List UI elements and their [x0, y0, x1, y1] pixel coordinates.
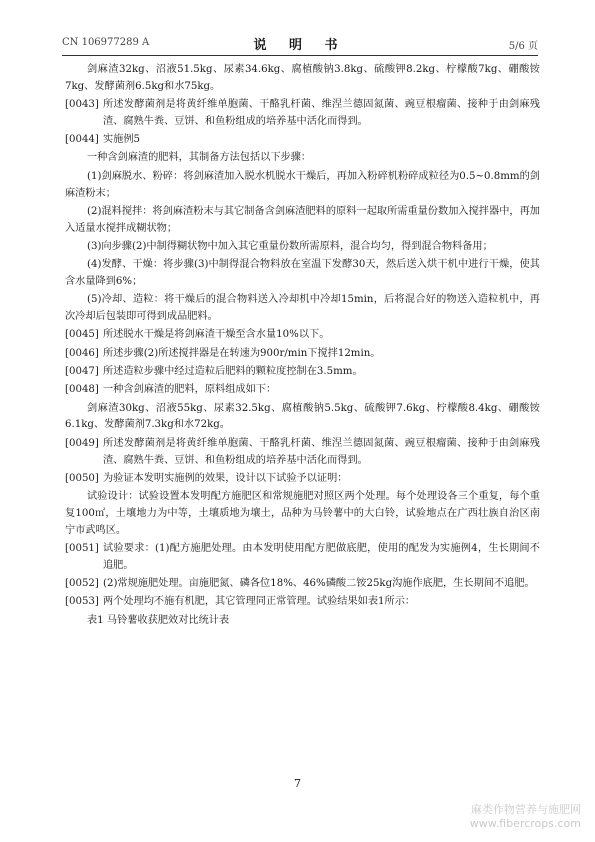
- numbered-paragraph: [65, 541, 540, 575]
- paragraph-text: 试验要求：(1)配方施肥处理。由本发明使用配方肥做底肥，使用的配发为实施例4，生长期间不追肥。: [103, 543, 540, 571]
- numbered-paragraph: [65, 436, 540, 470]
- paragraph-text: 所述脱水干燥是将剑麻渣干燥至含水量10%以下。: [103, 329, 330, 341]
- paragraph-number: [0046]: [65, 347, 99, 359]
- page-header: [62, 34, 538, 52]
- paragraph: 试验设计：试验设置本发明配方施肥区和常规施肥对照区两个处理。每个处理设各三个重复，每个重复100㎡，土壤地力为中等，土壤质地为壤土，品种为马铃薯中的大白铃，试验地点在广西壮族自治区南宁市武鸣区。: [65, 491, 540, 536]
- watermark-site-name: 麻类作物营养与施肥网: [471, 803, 581, 816]
- watermark-url: www.fibercrops.com: [469, 817, 581, 830]
- paragraph-number: [0044]: [65, 134, 99, 146]
- paragraph: (5)冷却、造粒：将干燥后的混合物料送入冷却机中冷却15min，后将混合好的物送入造粒机中，再次冷却后包装即可得到成品肥料。: [65, 294, 540, 323]
- paragraph-text: 一种含剑麻渣的肥料，原料组成如下：: [103, 384, 277, 396]
- paragraph-number: [0048]: [65, 384, 99, 396]
- paragraph-text: 两个处理均不施有机肥，其它管理同正常管理。试验结果如表1所示：: [103, 596, 416, 608]
- paragraph-text: (2)常规施肥处理。亩施肥氮、磷各位18%、46%磷酸二铵25kg沟施作底肥，生长期间不追肥。: [103, 578, 535, 590]
- patent-number: CN 106977289 A: [62, 37, 150, 48]
- paragraph: (3)向步骤(2)中制得糊状物中加入其它重量份数所需原料，混合均匀，得到混合物料备用；: [87, 240, 493, 252]
- header-rule: [62, 55, 538, 56]
- numbered-paragraph: [65, 382, 540, 399]
- paragraph: (4)发酵、干燥：将步骤(3)中制得混合物料放在室温下发酵30天，然后送入烘干机中进行干燥，使其含水量降到6%；: [65, 259, 540, 288]
- paragraph-number: [0050]: [65, 472, 99, 484]
- paragraph-text: 所述发酵菌剂是将黄纤维单胞菌、干酪乳杆菌、维涅兰德固氮菌、豌豆根瘤菌、接种于由剑麻残渣、腐熟牛粪、豆饼、和鱼粉组成的培养基中活化而得到。: [103, 99, 540, 127]
- paragraph-number: [0053]: [65, 596, 99, 608]
- numbered-paragraph: [65, 346, 540, 363]
- numbered-paragraph: [65, 132, 540, 149]
- paragraph-text: 实施例5: [103, 134, 141, 146]
- paragraph-text: 所述发酵菌剂是将黄纤维单胞菌、干酪乳杆菌、维涅兰德固氮菌、豌豆根瘤菌、接种于由剑麻残渣、腐熟牛粪、豆饼、和鱼粉组成的培养基中活化而得到。: [103, 437, 540, 466]
- watermark: [470, 803, 581, 831]
- paragraph: (1)剑麻脱水、粉碎：将剑麻渣加入脱水机脱水干燥后，再加入粉碎机粉碎成粒径为0.5~0.8mm的剑麻渣粉末；: [65, 170, 540, 199]
- paragraph: 表1 马铃薯收获肥效对比统计表: [87, 614, 230, 626]
- paragraph-text: 为验证本发明实施例的效果，设计以下试验予以证明：: [103, 472, 348, 484]
- numbered-paragraph: [65, 327, 540, 344]
- paragraph-number: [0049]: [65, 437, 99, 449]
- paragraph: (2)混料搅拌：将剑麻渣粉末与其它制备含剑麻渣肥料的原料一起取所需重量份数加入搅拌器中，再加入适量水搅拌成糊状物；: [65, 205, 540, 234]
- paragraph-number: [0043]: [65, 99, 99, 111]
- paragraph-number: [0047]: [65, 366, 99, 378]
- paragraph-text: 所述步骤(2)所述搅拌器是在转速为900r/min下搅拌12min。: [103, 347, 381, 359]
- numbered-paragraph: [65, 471, 540, 488]
- page-indicator: 5/6 页: [508, 41, 538, 52]
- paragraph: 一种含剑麻渣的肥料，其制备方法包括以下步骤：: [87, 152, 312, 164]
- numbered-paragraph: [65, 576, 540, 593]
- numbered-paragraph: [65, 364, 540, 381]
- paragraph-number: [0045]: [65, 329, 99, 341]
- paragraph-number: [0052]: [65, 578, 99, 590]
- document-body: [65, 62, 540, 631]
- numbered-paragraph: [65, 594, 540, 611]
- document-title: 说 明 书: [253, 38, 347, 53]
- paragraph: 剑麻渣30kg、沼液55kg、尿素32.5kg、腐植酸钠5.5kg、硫酸钾7.6kg、柠檬酸8.4kg、硼酸铵6.1kg、发酵菌剂7.3kg和水72kg。: [65, 402, 540, 431]
- paragraph-text: 所述造粒步骤中经过造粒后肥料的颗粒度控制在3.5mm。: [103, 366, 363, 378]
- paragraph: 剑麻渣32kg、沼液51.5kg、尿素34.6kg、腐植酸钠3.8kg、硫酸钾8.2kg、柠檬酸7kg、硼酸铵7kg、发酵菌剂6.5kg和水75kg。: [65, 64, 540, 92]
- numbered-paragraph: [65, 97, 540, 131]
- page-number: 7: [294, 777, 301, 790]
- paragraph-number: [0051]: [65, 543, 99, 555]
